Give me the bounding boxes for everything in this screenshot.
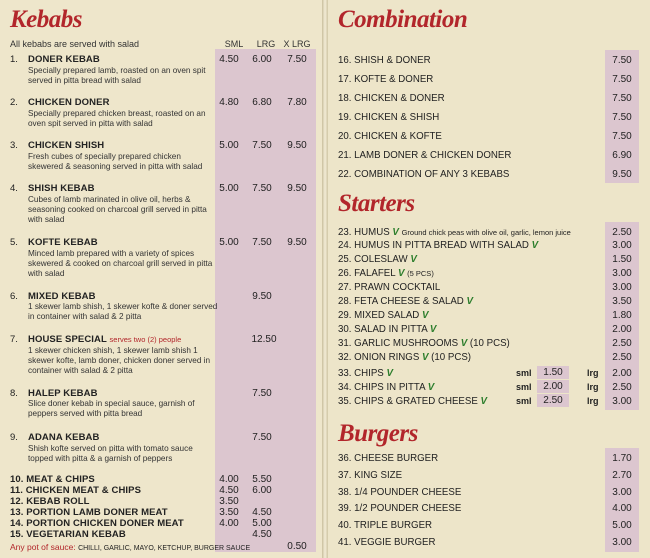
menu-item: 24. HUMUS IN PITTA BREAD WITH SALAD V [338, 240, 539, 251]
price: 7.50 [612, 74, 632, 85]
item-name: HALEP KEBAB [28, 388, 98, 399]
menu-item: 12. KEBAB ROLL [10, 496, 90, 507]
menu-item: 29. MIXED SALAD V [338, 310, 429, 321]
sml-price: 2.50 [537, 394, 569, 407]
item-name: ADANA KEBAB [28, 432, 100, 443]
item-desc: Cubes of lamb marinated in olive oil, herbs & seasoning cooked on charcoal grill served in pitta with salad [28, 195, 207, 224]
price-lrg: 9.50 [252, 291, 272, 302]
price-lrg: 7.50 [252, 432, 272, 443]
price-lrg: 5.00 [252, 518, 272, 529]
price-lrg: 6.80 [252, 97, 272, 108]
price: 3.00 [612, 240, 632, 251]
price: 3.00 [612, 282, 632, 293]
menu-item: 17. KOFTE & DONER [338, 74, 434, 85]
price-lrg: 7.50 [252, 183, 272, 194]
item-name: CHICKEN SHISH [28, 140, 105, 151]
page-fold [322, 0, 328, 558]
menu-item: 20. CHICKEN & KOFTE [338, 131, 442, 142]
menu-item: 30. SALAD IN PITTA V [338, 324, 437, 335]
item-name: DONER KEBAB [28, 54, 100, 65]
price-sml: 3.50 [219, 507, 239, 518]
price-xlrg: 7.50 [287, 54, 307, 65]
menu-item: 13. PORTION LAMB DONER MEAT [10, 507, 168, 518]
item-name: MIXED KEBAB [28, 291, 96, 302]
menu-item: 25. COLESLAW V [338, 254, 417, 265]
price: 3.00 [612, 396, 632, 407]
price: 2.00 [612, 324, 632, 335]
menu-item: 27. PRAWN COCKTAIL [338, 282, 441, 293]
menu-item: 19. CHICKEN & SHISH [338, 112, 440, 123]
item-note: serves two (2) people [109, 335, 182, 344]
price-xlrg: 9.50 [287, 183, 307, 194]
menu-item: 28. FETA CHEESE & SALAD V [338, 296, 473, 307]
price: 4.00 [612, 503, 632, 514]
sml-label: sml [516, 368, 532, 378]
menu-item: 36. CHEESE BURGER [338, 453, 439, 464]
menu-item: 15. VEGETARIAN KEBAB [10, 529, 126, 540]
menu-item: 41. VEGGIE BURGER [338, 537, 436, 548]
menu-item: 40. TRIPLE BURGER [338, 520, 433, 531]
sml-label: sml [516, 396, 532, 406]
price-sml: 3.50 [219, 496, 239, 507]
item-desc: Shish kofte served on pitta with tomato sauce topped with pitta & a garnish of peppers [28, 444, 193, 463]
menu-item: 9. ADANA KEBAB [10, 432, 100, 443]
price-sml: 4.50 [219, 54, 239, 65]
price: 7.50 [612, 93, 632, 104]
price-xlrg: 9.50 [287, 140, 307, 151]
price: 2.50 [612, 352, 632, 363]
price-sml: 5.00 [219, 183, 239, 194]
item-name: SHISH KEBAB [28, 183, 95, 194]
item-desc: Specially prepared chicken breast, roasted on an oven spit served in pitta with salad [28, 109, 206, 128]
menu-item: 11. CHICKEN MEAT & CHIPS [10, 485, 142, 496]
price: 1.80 [612, 310, 632, 321]
lrg-label: lrg [587, 396, 599, 406]
menu-item: 39. 1/2 POUNDER CHEESE [338, 503, 462, 514]
price: 7.50 [612, 55, 632, 66]
item-desc: 1 skewer lamb shish, 1 skewer kofte & doner served in container with salad & 2 pitta [28, 302, 218, 321]
sml-price: 1.50 [537, 366, 569, 379]
sml-price: 2.00 [537, 380, 569, 393]
price-sml: 4.80 [219, 97, 239, 108]
price-sml: 5.00 [219, 237, 239, 248]
sml-label: sml [516, 382, 532, 392]
price: 1.70 [612, 453, 632, 464]
lrg-label: lrg [587, 382, 599, 392]
sauce-note: Any pot of sauce: CHILLI, GARLIC, MAYO, KETCHUP, BURGER SAUCE [10, 542, 251, 552]
price-lrg: 4.50 [252, 529, 272, 540]
price-lrg: 6.00 [252, 54, 272, 65]
item-name: CHICKEN DONER [28, 97, 110, 108]
menu-item: 26. FALAFEL V (5 PCS) [338, 268, 434, 279]
menu-item: 10. MEAT & CHIPS [10, 474, 95, 485]
menu-item: 21. LAMB DONER & CHICKEN DONER [338, 150, 512, 161]
price-sml: 5.00 [219, 140, 239, 151]
price-lrg: 12.50 [251, 334, 277, 345]
price: 3.50 [612, 296, 632, 307]
kebabs-title: Kebabs [10, 6, 82, 33]
price: 2.00 [612, 368, 632, 379]
price: 1.50 [612, 254, 632, 265]
combination-title: Combination [338, 6, 468, 33]
menu-item: 5. KOFTE KEBAB [10, 237, 98, 248]
col-lrg: LRG [256, 39, 276, 49]
col-sml: SML [224, 39, 244, 49]
item-name: HOUSE SPECIAL [28, 334, 107, 345]
item-desc: Slice doner kebab in special sauce, garnish of peppers served with pitta bread [28, 399, 195, 418]
menu-item: 35. CHIPS & GRATED CHEESE V [338, 396, 487, 407]
menu-item: 7. HOUSE SPECIAL serves two (2) people [10, 334, 182, 345]
price-lrg: 6.00 [252, 485, 272, 496]
price: 7.50 [612, 112, 632, 123]
price: 2.50 [612, 227, 632, 238]
sauce-price: 0.50 [287, 541, 307, 552]
menu-item: 34. CHIPS IN PITTA V [338, 382, 435, 393]
burgers-title: Burgers [338, 420, 418, 447]
price-lrg: 7.50 [252, 140, 272, 151]
menu-item: 8. HALEP KEBAB [10, 388, 98, 399]
price: 6.90 [612, 150, 632, 161]
menu-item: 32. ONION RINGS V (10 PCS) [338, 352, 472, 363]
price-xlrg: 9.50 [287, 237, 307, 248]
price: 2.70 [612, 470, 632, 481]
price: 9.50 [612, 169, 632, 180]
price-sml: 4.00 [219, 518, 239, 529]
menu-item: 38. 1/4 POUNDER CHEESE [338, 487, 462, 498]
menu-item: 18. CHICKEN & DONER [338, 93, 445, 104]
price: 2.50 [612, 382, 632, 393]
item-name: KOFTE KEBAB [28, 237, 98, 248]
item-desc: 1 skewer chicken shish, 1 skewer lamb shish 1 skewer kofte, lamb doner, chicken doner served in container with salad & 2 pitta [28, 346, 211, 375]
price-lrg: 7.50 [252, 388, 272, 399]
menu-item: 1. DONER KEBAB [10, 54, 100, 65]
menu-item: 16. SHISH & DONER [338, 55, 431, 66]
price: 3.00 [612, 268, 632, 279]
price: 5.00 [612, 520, 632, 531]
price: 3.00 [612, 537, 632, 548]
kebabs-subtitle: All kebabs are served with salad [10, 39, 140, 49]
item-desc: Specially prepared lamb, roasted on an oven spit served in pitta bread with salad [28, 66, 206, 85]
price-lrg: 5.50 [252, 474, 272, 485]
starters-title: Starters [338, 190, 415, 217]
price: 2.50 [612, 338, 632, 349]
menu-item: 22. COMBINATION OF ANY 3 KEBABS [338, 169, 510, 180]
menu-item: 6. MIXED KEBAB [10, 291, 96, 302]
price: 3.00 [612, 487, 632, 498]
price-lrg: 7.50 [252, 237, 272, 248]
menu-item: 2. CHICKEN DONER [10, 97, 110, 108]
price-lrg: 4.50 [252, 507, 272, 518]
menu-item: 4. SHISH KEBAB [10, 183, 95, 194]
menu-item: 33. CHIPS V [338, 368, 393, 379]
lrg-label: lrg [587, 368, 599, 378]
menu-item: 14. PORTION CHICKEN DONER MEAT [10, 518, 184, 529]
price: 7.50 [612, 131, 632, 142]
price-sml: 4.50 [219, 485, 239, 496]
col-xlrg: X LRG [283, 39, 311, 49]
menu-item: 3. CHICKEN SHISH [10, 140, 105, 151]
menu-item: 37. KING SIZE [338, 470, 403, 481]
item-desc: Fresh cubes of specially prepared chicken skewered & seasoning served in pitta with salad [28, 152, 203, 171]
price-xlrg: 7.80 [287, 97, 307, 108]
item-desc: Minced lamb prepared with a variety of spices skewered & cooked on charcoal grill served in pitta with salad [28, 249, 213, 278]
price-sml: 4.00 [219, 474, 239, 485]
menu-item: 31. GARLIC MUSHROOMS V (10 PCS) [338, 338, 510, 349]
menu-item: 23. HUMUS V Ground chick peas with olive oil, garlic, lemon juice [338, 227, 571, 238]
